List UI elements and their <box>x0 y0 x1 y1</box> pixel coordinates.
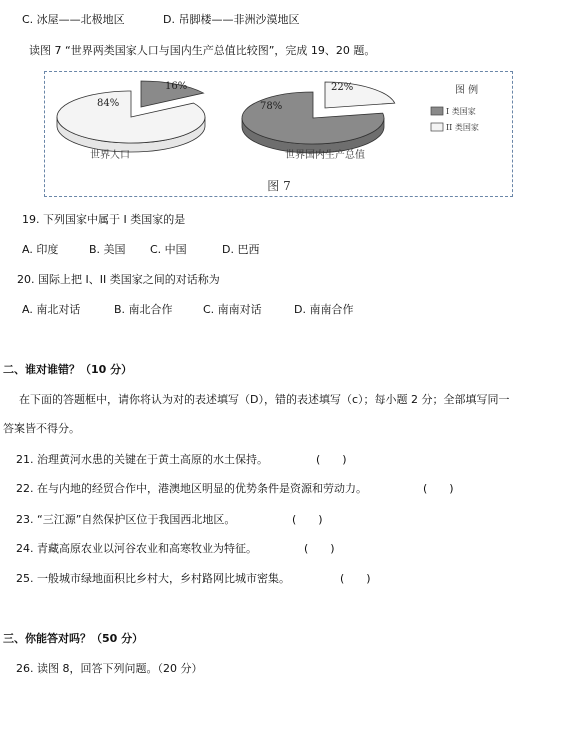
pie-0-value-label-1: 84% <box>97 98 120 109</box>
question-26: 26. 读图 8，回答下列问题。（20 分） <box>16 662 203 675</box>
pie-label-population: 世界人口 <box>90 150 130 161</box>
statement-21: 21. 治理黄河水患的关键在于黄土高原的水土保持。 <box>16 453 268 466</box>
q20-option-b: B. 南北合作 <box>114 303 173 316</box>
section-2-heading: 二、谁对谁错？（10 分） <box>3 363 133 376</box>
question-20: 20. 国际上把 I、II 类国家之间的对话称为 <box>17 273 220 286</box>
statement-23: 23. “三江源”自然保护区位于我国西北地区。 <box>16 513 236 526</box>
figure-7 <box>44 71 513 197</box>
pie-charts <box>45 72 514 198</box>
answer-blank-22[interactable]: ( ) <box>423 482 454 495</box>
legend-title: 图 例 <box>455 85 479 96</box>
answer-blank-21[interactable]: ( ) <box>316 453 347 466</box>
pie-1-value-label-0: 78% <box>260 101 283 112</box>
q19-option-c: C. 中国 <box>150 243 187 256</box>
q19-option-a: A. 印度 <box>22 243 59 256</box>
option-d-top: D. 吊脚楼——非洲沙漠地区 <box>163 13 300 26</box>
legend <box>431 83 479 132</box>
q20-option-d: D. 南南合作 <box>294 303 354 316</box>
answer-blank-24[interactable]: ( ) <box>304 542 335 555</box>
pie-0-slice-1 <box>57 91 205 143</box>
q20-option-c: C. 南南对话 <box>203 303 262 316</box>
statement-22: 22. 在与内地的经贸合作中，港澳地区明显的优势条件是资源和劳动力。 <box>16 482 367 495</box>
section-2-instruction-cont: 答案皆不得分。 <box>3 422 80 435</box>
legend-swatch-1 <box>431 107 443 115</box>
q20-option-a: A. 南北对话 <box>22 303 81 316</box>
pie-0-value-label-0: 16% <box>165 81 188 92</box>
question-19: 19. 下列国家中属于 I 类国家的是 <box>22 213 186 226</box>
statement-25: 25. 一般城市绿地面积比乡村大，乡村路网比城市密集。 <box>16 572 290 585</box>
legend-swatch-2 <box>431 123 443 131</box>
section-3-heading: 三、你能答对吗？（50 分） <box>3 632 144 645</box>
answer-blank-25[interactable]: ( ) <box>340 572 371 585</box>
pie-label-gdp: 世界国内生产总值 <box>285 150 365 161</box>
q19-option-b: B. 美国 <box>89 243 126 256</box>
answer-blank-23[interactable]: ( ) <box>292 513 323 526</box>
figure-caption: 图 7 <box>267 179 291 193</box>
option-c-top: C. 冰屋——北极地区 <box>22 13 125 26</box>
pie-1-value-label-1: 22% <box>331 82 354 93</box>
q19-option-d: D. 巴西 <box>222 243 260 256</box>
legend-item-1: I 类国家 <box>446 107 476 116</box>
section-2-instruction: 在下面的答题框中，请你将认为对的表述填写（D），错的表述填写（c）；每小题 2 分；全部填写同一 <box>19 393 510 406</box>
figure-instruction: 读图 7 “世界两类国家人口与国内生产总值比较图”，完成 19、20 题。 <box>29 44 376 57</box>
statement-24: 24. 青藏高原农业以河谷农业和高寒牧业为特征。 <box>16 542 257 555</box>
legend-item-2: II 类国家 <box>446 123 479 132</box>
